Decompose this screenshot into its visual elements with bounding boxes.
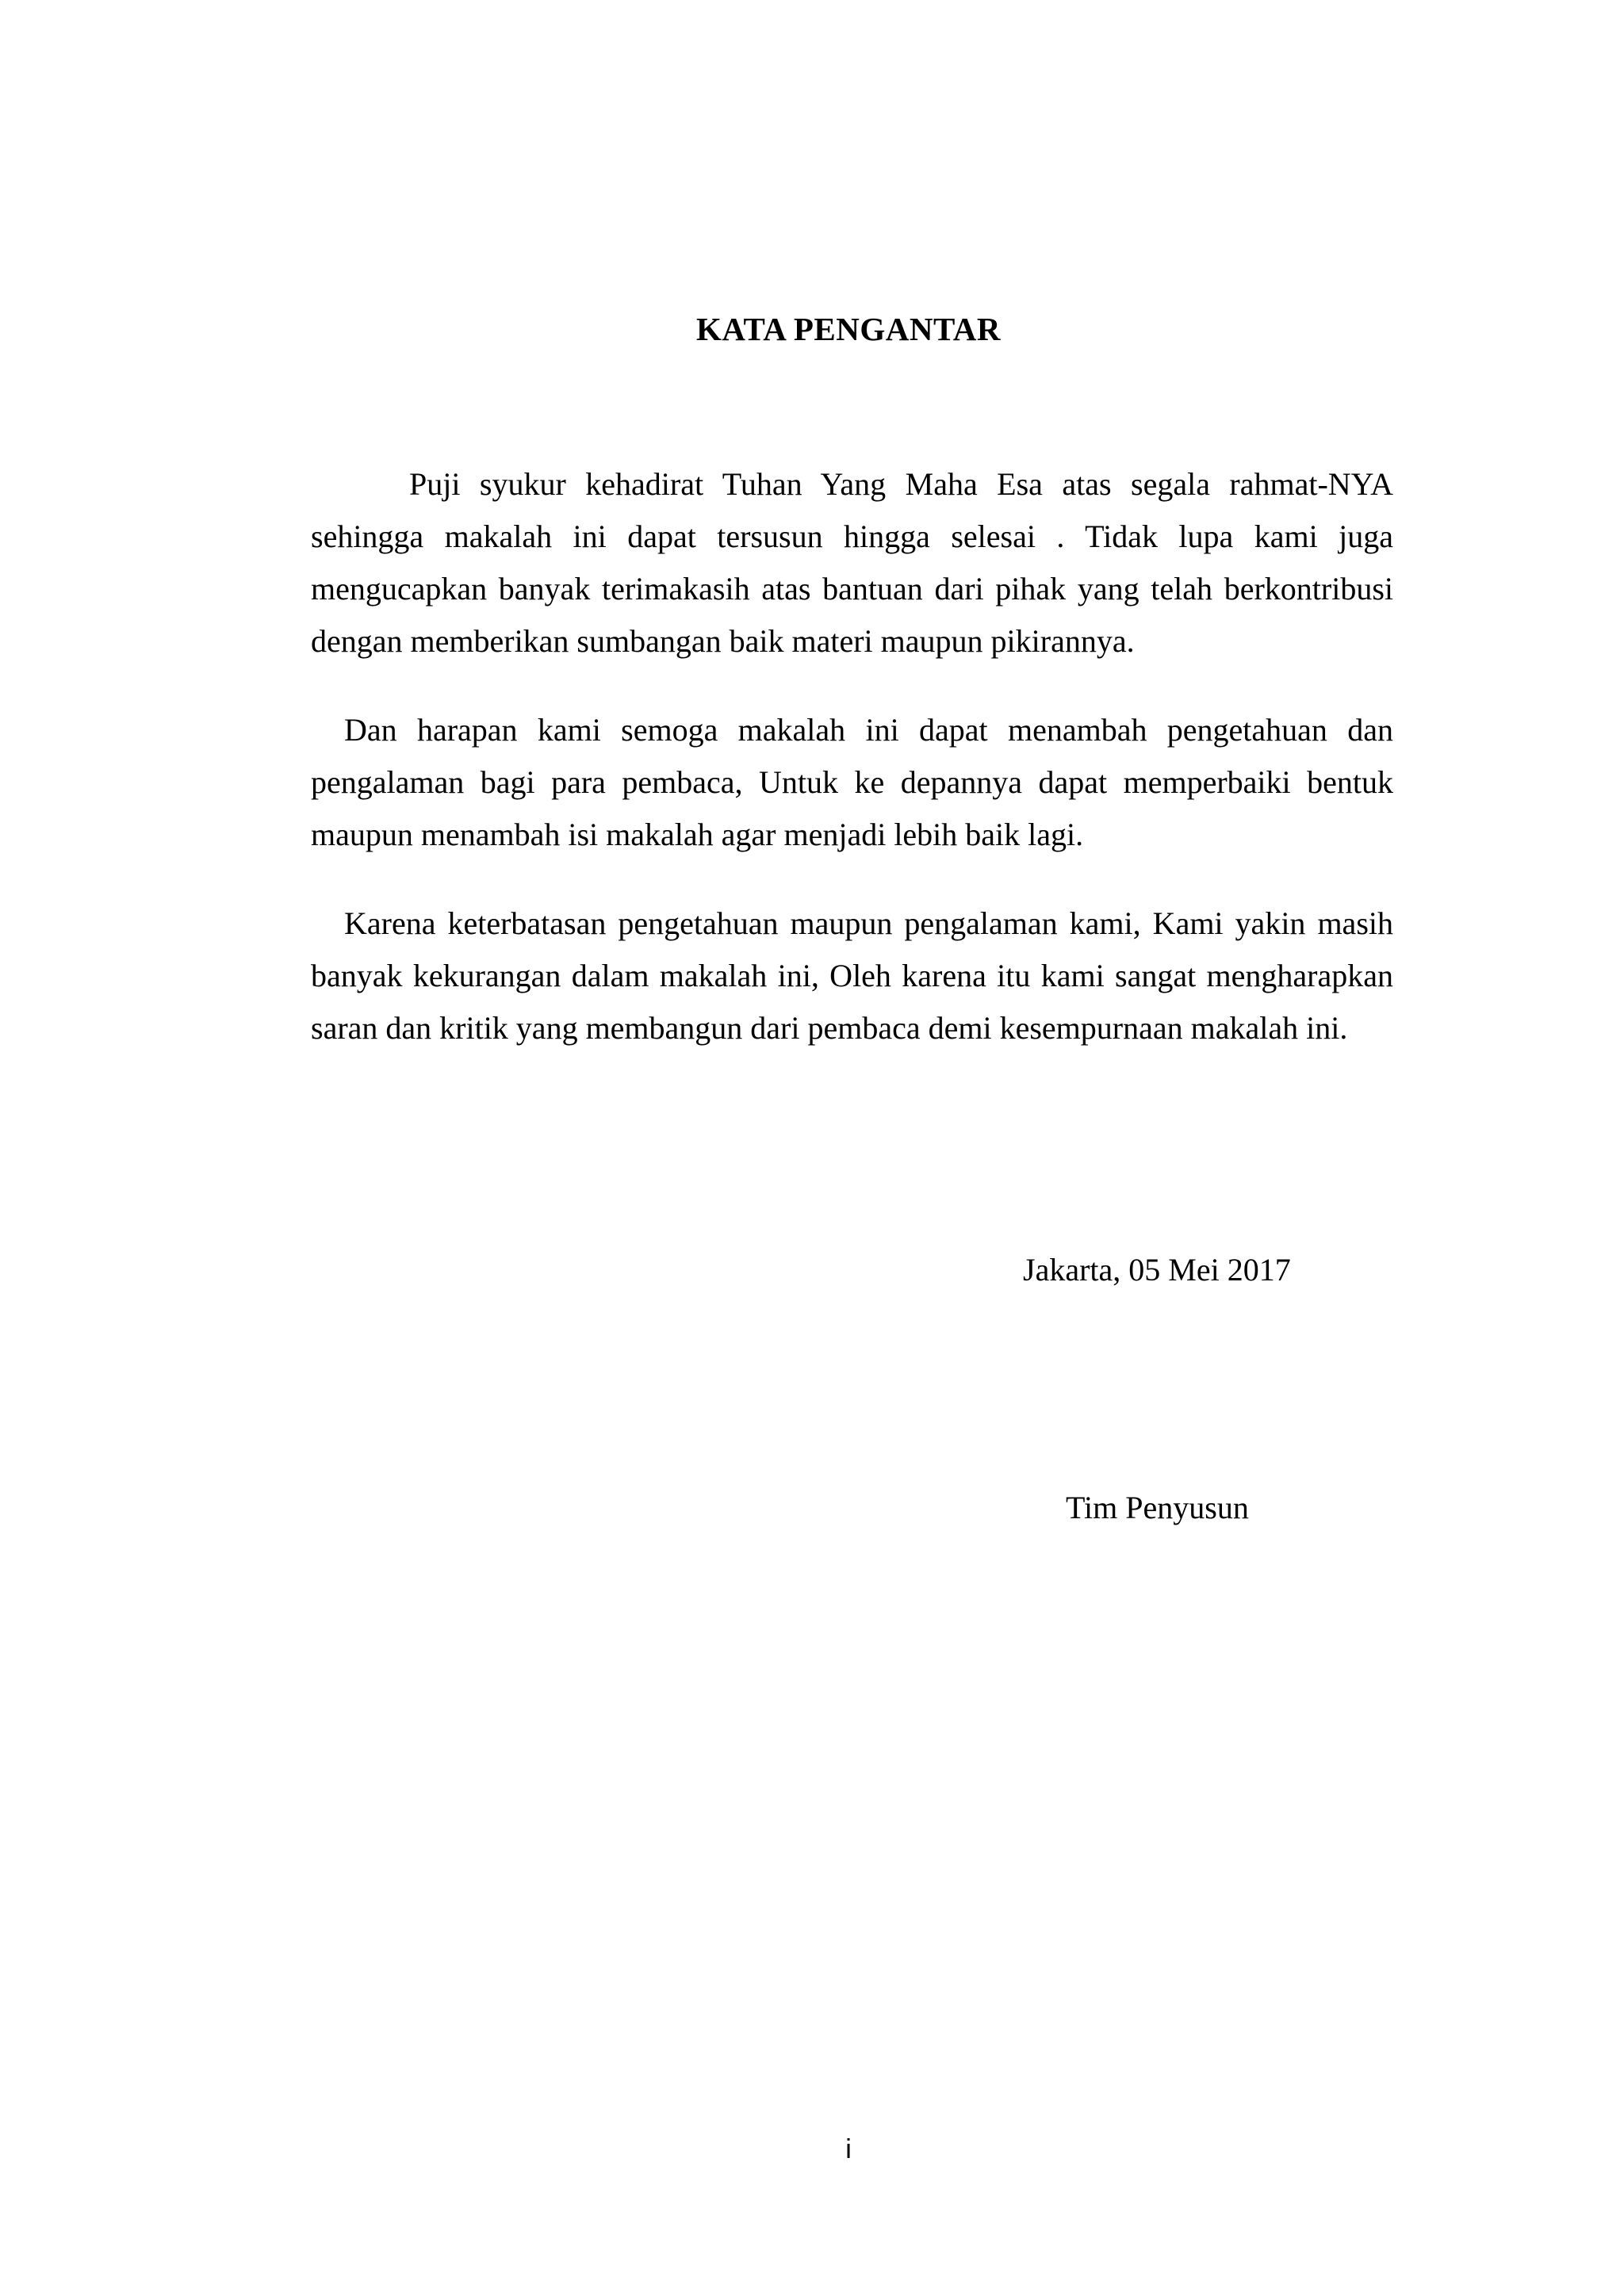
signatory: Tim Penyusun <box>1066 1490 1249 1525</box>
page-title: KATA PENGANTAR <box>696 311 1001 347</box>
paragraph-2: Dan harapan kami semoga makalah ini dapat menambah pengetahuan dan pengalaman bagi para pembaca, Untuk ke depannya dapat memperbaiki bentuk maupun menambah isi makalah agar menjadi lebih baik lagi. <box>311 712 1393 852</box>
paragraph-1: Puji syukur kehadirat Tuhan Yang Maha Esa atas segala rahmat-NYA sehingga makalah ini dapat tersusun hingga selesai . Tidak lupa kami juga mengucapkan banyak terimakasih atas bantuan dari pihak yang telah berkontribusi dengan memberikan sumbangan baik materi maupun pikirannya. <box>311 466 1393 659</box>
place-date: Jakarta, 05 Mei 2017 <box>1023 1252 1291 1288</box>
page-number: i <box>845 2134 852 2164</box>
paragraph-3: Karena keterbatasan pengetahuan maupun pengalaman kami, Kami yakin masih banyak kekurangan dalam makalah ini, Oleh karena itu kami sangat mengharapkan saran dan kritik yang membangun dari pembaca demi kesempurnaan makalah ini. <box>311 905 1393 1046</box>
